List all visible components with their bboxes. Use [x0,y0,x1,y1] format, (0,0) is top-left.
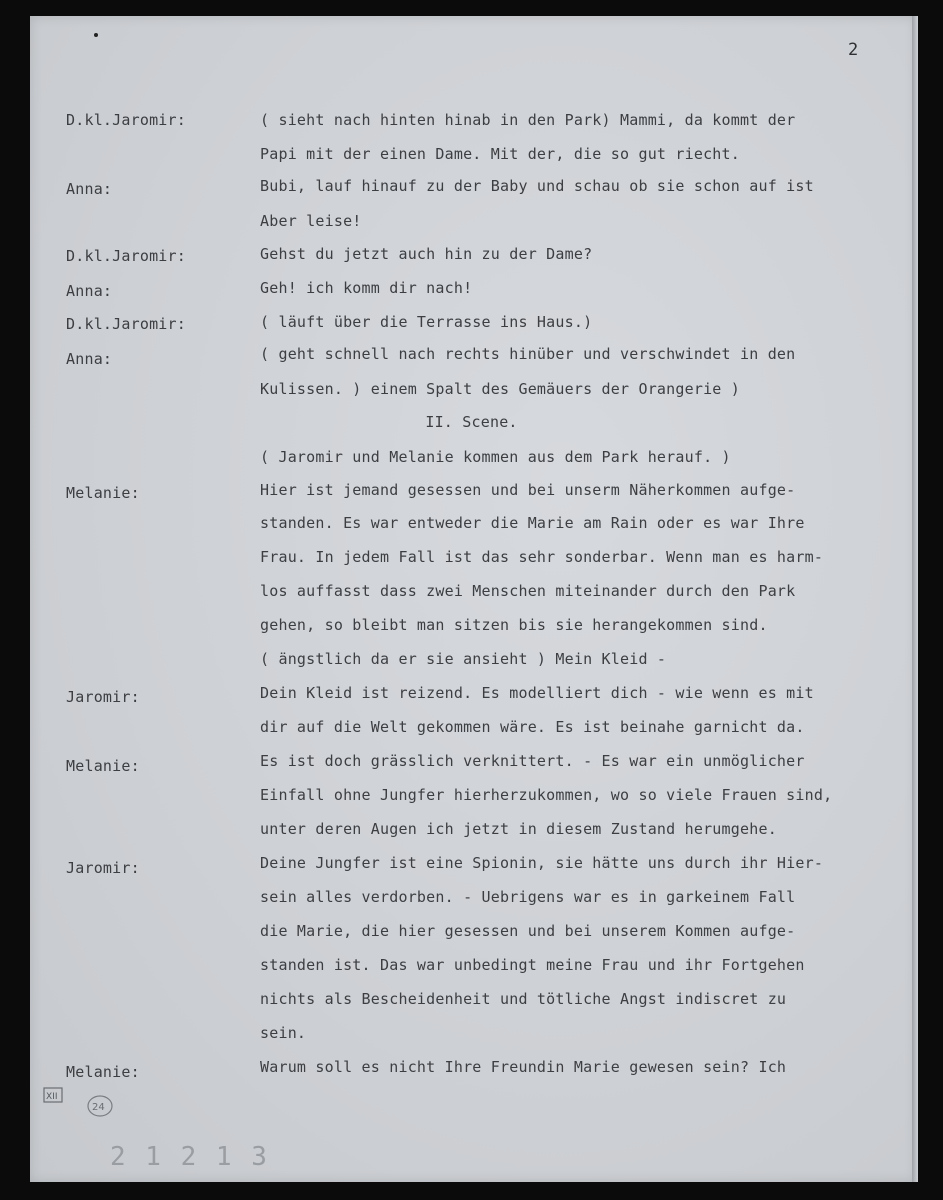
stamp-number: 24 [92,1102,105,1113]
speaker-label: Anna: [66,180,113,198]
script-line: ( geht schnell nach rechts hinüber und verschwindet in den [260,345,796,363]
archive-stamp [42,1082,142,1122]
speaker-label: Anna: [66,282,113,300]
script-line: Es ist doch grässlich verknittert. - Es war ein unmöglicher [260,752,805,770]
script-line: Dein Kleid ist reizend. Es modelliert dich - wie wenn es mit [260,684,814,702]
speaker-label: Jaromir: [66,688,140,706]
script-line: ( sieht nach hinten hinab in den Park) Mammi, da kommt der [260,111,796,129]
speaker-label: D.kl.Jaromir: [66,247,186,265]
page-number: 2 [848,40,859,60]
speaker-label: Melanie: [66,484,140,502]
script-line: standen ist. Das war unbedingt meine Frau und ihr Fortgehen [260,956,805,974]
ink-dot [94,33,98,37]
script-line: Kulissen. ) einem Spalt des Gemäuers der Orangerie ) [260,380,740,398]
script-line: Warum soll es nicht Ihre Freundin Marie gewesen sein? Ich [260,1058,787,1076]
speaker-label: Anna: [66,350,113,368]
script-line: standen. Es war entweder die Marie am Rain oder es war Ihre [260,514,805,532]
script-line: Geh! ich komm dir nach! [260,279,473,297]
script-line: Gehst du jetzt auch hin zu der Dame? [260,245,593,263]
script-line: Einfall ohne Jungfer hierherzukommen, wo so viele Frauen sind, [260,786,833,804]
scene-heading: II. Scene. [425,413,518,431]
pencil-note [105,1135,269,1175]
script-line: nichts als Bescheidenheit und tötliche Angst indiscret zu [260,990,787,1008]
paper-edge [912,16,918,1182]
speaker-label: Melanie: [66,1063,140,1081]
script-line: die Marie, die hier gesessen und bei unserem Kommen aufge- [260,922,796,940]
stage-direction: ( Jaromir und Melanie kommen aus dem Park herauf. ) [260,448,731,466]
stamp-text: XII [46,1092,58,1102]
script-line: Papi mit der einen Dame. Mit der, die so gut riecht. [260,145,740,163]
stage-direction: ( ängstlich da er sie ansieht ) Mein Kleid - [260,650,667,668]
script-line: Bubi, lauf hinauf zu der Baby und schau ob sie schon auf ist [260,177,814,195]
script-line: sein alles verdorben. - Uebrigens war es in garkeinem Fall [260,888,796,906]
pencil-note-text: 2 1 2 1 3 [110,1142,269,1172]
script-line: sein. [260,1024,307,1042]
speaker-label: D.kl.Jaromir: [66,315,186,333]
script-line: dir auf die Welt gekommen wäre. Es ist beinahe garnicht da. [260,718,805,736]
script-line: los auffasst dass zwei Menschen miteinander durch den Park [260,582,796,600]
script-line: Frau. In jedem Fall ist das sehr sonderbar. Wenn man es harm- [260,548,824,566]
speaker-label: D.kl.Jaromir: [66,111,186,129]
speaker-label: Melanie: [66,757,140,775]
speaker-label: Jaromir: [66,859,140,877]
script-line: Hier ist jemand gesessen und bei unserm Näherkommen aufge- [260,481,796,499]
script-line: gehen, so bleibt man sitzen bis sie herangekommen sind. [260,616,768,634]
script-line: Deine Jungfer ist eine Spionin, sie hätte uns durch ihr Hier- [260,854,824,872]
script-line: unter deren Augen ich jetzt in diesem Zustand herumgehe. [260,820,777,838]
script-line: ( läuft über die Terrasse ins Haus.) [260,313,593,331]
script-line: Aber leise! [260,212,362,230]
